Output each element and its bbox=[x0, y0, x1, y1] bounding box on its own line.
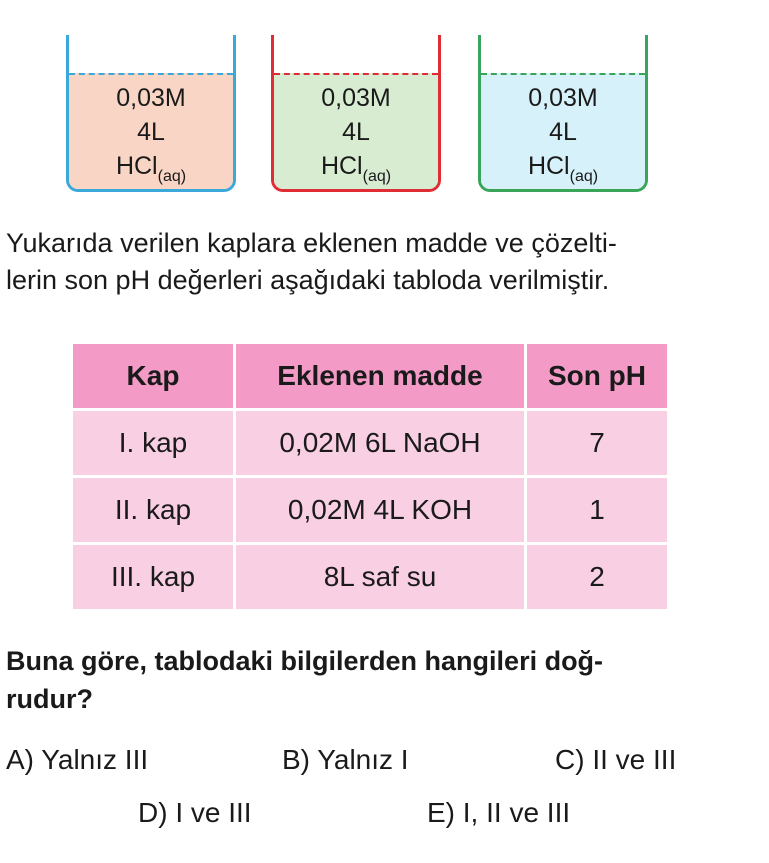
beaker-2-formula: HCl bbox=[320, 152, 363, 180]
table-cell: 0,02M 6L NaOH bbox=[235, 410, 526, 477]
table-cell: 7 bbox=[526, 410, 669, 477]
intro-paragraph bbox=[6, 225, 766, 299]
table-cell: 8L saf su bbox=[235, 544, 526, 611]
table-row bbox=[72, 544, 669, 611]
beaker-1-state: (aq) bbox=[157, 168, 187, 185]
beaker-1-formula-line bbox=[69, 149, 233, 194]
beaker-2-volume: 4L bbox=[342, 118, 370, 146]
header-eklenen-madde: Eklenen madde bbox=[235, 343, 526, 410]
option-e[interactable]: E) I, II ve III bbox=[427, 797, 571, 828]
beaker-1-formula: HCl bbox=[115, 152, 158, 180]
beaker-2-label bbox=[274, 81, 438, 194]
table-cell: III. kap bbox=[72, 544, 235, 611]
table-cell: 0,02M 4L KOH bbox=[235, 477, 526, 544]
beaker-1 bbox=[66, 35, 236, 192]
option-b[interactable]: B) Yalnız I bbox=[282, 744, 409, 775]
option-d[interactable]: D) I ve III bbox=[138, 797, 252, 828]
beaker-2-state: (aq) bbox=[362, 168, 392, 185]
table-row bbox=[72, 477, 669, 544]
table-row bbox=[72, 410, 669, 477]
beaker-3-volume: 4L bbox=[549, 118, 577, 146]
table-cell: I. kap bbox=[72, 410, 235, 477]
intro-line-1: Yukarıda verilen kaplara eklenen madde ve çözelti- bbox=[6, 228, 617, 258]
table-header-row bbox=[72, 343, 669, 410]
header-kap: Kap bbox=[72, 343, 235, 410]
question-line-1: Buna göre, tablodaki bilgilerden hangileri doğ- bbox=[6, 646, 604, 676]
table-cell: 2 bbox=[526, 544, 669, 611]
beaker-3-state: (aq) bbox=[569, 168, 599, 185]
beaker-2-concentration: 0,03M bbox=[321, 84, 391, 112]
beaker-3-label bbox=[481, 81, 645, 194]
table-cell: II. kap bbox=[72, 477, 235, 544]
header-son-ph: Son pH bbox=[526, 343, 669, 410]
option-c[interactable]: C) II ve III bbox=[555, 744, 677, 775]
table-cell: 1 bbox=[526, 477, 669, 544]
beaker-2-formula-line bbox=[274, 149, 438, 194]
beaker-1-label bbox=[69, 81, 233, 194]
beaker-1-concentration: 0,03M bbox=[116, 84, 186, 112]
beaker-3 bbox=[478, 35, 648, 192]
results-table bbox=[70, 341, 670, 612]
question-line-2: rudur? bbox=[6, 684, 93, 714]
option-a[interactable]: A) Yalnız III bbox=[6, 744, 149, 775]
beaker-3-formula-line bbox=[481, 149, 645, 194]
beaker-3-formula: HCl bbox=[527, 152, 570, 180]
beaker-3-concentration: 0,03M bbox=[528, 84, 598, 112]
intro-line-2: lerin son pH değerleri aşağıdaki tabloda verilmiştir. bbox=[6, 265, 610, 295]
beaker-2 bbox=[271, 35, 441, 192]
beaker-1-volume: 4L bbox=[137, 118, 165, 146]
question-text bbox=[6, 642, 766, 718]
